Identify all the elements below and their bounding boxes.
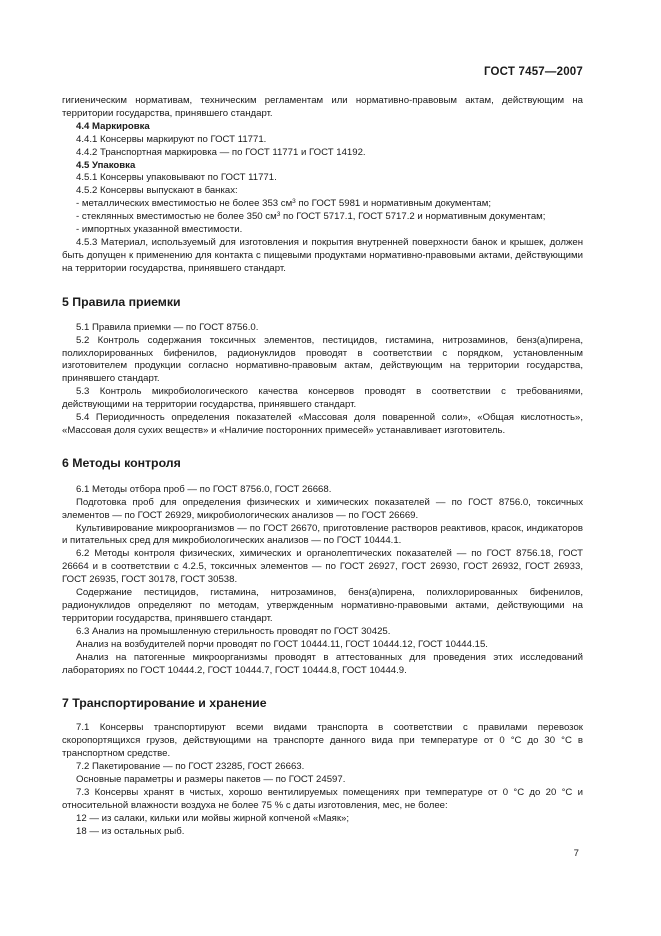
paragraph-4-5-1: 4.5.1 Консервы упаковывают по ГОСТ 11771. — [76, 172, 277, 184]
document-code: ГОСТ 7457—2007 — [483, 66, 583, 78]
paragraph-6-1-cultivation: Культивирование микроорганизмов — по ГОСТ 26670, приготовление растворов реактивов, красок, индикаторов и питательных сред для микробиологических анализов — по ГОСТ 10444.1. — [62, 522, 583, 547]
paragraph-6-1-sample-prep: Подготовка проб для определения физических и химических показателей — по ГОСТ 8756.0, токсичных элементов — по ГОСТ 26929, микробиологических анализов — по ГОСТ 26669. — [62, 496, 583, 521]
paragraph-continuation: гигиеническим нормативам, техническим регламентам или нормативно-правовым актам, действующим на территории государства, принявшего стандарт. — [62, 95, 583, 119]
paragraph-6-3-pathogens: Анализ на патогенные микроорганизмы проводят в аттестованных для проведения этих исследований лабораториях по ГОСТ 10444.2, ГОСТ 10444.7, ГОСТ 10444.8, ГОСТ 10444.9. — [62, 651, 583, 676]
list-item-storage-18: 18 — из остальных рыб. — [76, 825, 185, 837]
paragraph-4-5-2: 4.5.2 Консервы выпускают в банках: — [76, 185, 238, 197]
paragraph-5-2: 5.2 Контроль содержания токсичных элементов, пестицидов, гистамина, нитрозаминов, бенз(а)пирена, полихлорированных бифенилов, радионуклидов проводят в соответствии с порядком, установленным изготовителем продукции согласно нормативно-правовым актам, действующим на территории государства, принявшего стандарт. — [62, 334, 583, 385]
section-heading-6: 6 Методы контроля — [62, 455, 181, 470]
paragraph-5-1: 5.1 Правила приемки — по ГОСТ 8756.0. — [76, 321, 259, 333]
paragraph-5-4: 5.4 Периодичность определения показателей «Массовая доля поваренной соли», «Общая кислотность», «Массовая доля сухих веществ» и «Наличие посторонних примесей» устанавливает изготовитель. — [62, 412, 583, 436]
paragraph-7-2: 7.2 Пакетирование — по ГОСТ 23285, ГОСТ 26663. — [76, 761, 305, 773]
paragraph-6-3: 6.3 Анализ на промышленную стерильность проводят по ГОСТ 30425. — [76, 625, 391, 637]
section-heading-7: 7 Транспортирование и хранение — [62, 696, 267, 711]
document-body — [62, 95, 583, 839]
list-item-storage-12: 12 — из салаки, кильки или мойвы жирной копченой «Маяк»; — [76, 812, 350, 824]
paragraph-6-1: 6.1 Методы отбора проб — по ГОСТ 8756.0, ГОСТ 26668. — [76, 483, 332, 495]
subsection-heading-4-5: 4.5 Упаковка — [76, 159, 136, 171]
paragraph-7-3: 7.3 Консервы хранят в чистых, хорошо вентилируемых помещениях при температуре от 0 °С до 20 °С и относительной влажности воздуха не более 75 % с даты изготовления, мес, не более: — [62, 786, 583, 811]
paragraph-4-4-2: 4.4.2 Транспортная маркировка — по ГОСТ 11771 и ГОСТ 14192. — [76, 146, 366, 158]
paragraph-6-2: 6.2 Методы контроля физических, химических и органолептических показателей — по ГОСТ 8756.18, ГОСТ 26664 и в соответствии с 4.2.5, токсичных элементов — по ГОСТ 26927, ГОСТ 26930, ГОСТ 26932, ГОСТ 26933, ГОСТ 26935, ГОСТ 30178, ГОСТ 30538. — [62, 548, 583, 586]
section-heading-5: 5 Правила приемки — [62, 294, 181, 309]
paragraph-7-2-params: Основные параметры и размеры пакетов — по ГОСТ 24597. — [76, 774, 346, 786]
paragraph-6-3-spoilage: Анализ на возбудителей порчи проводят по ГОСТ 10444.11, ГОСТ 10444.12, ГОСТ 10444.15. — [76, 638, 488, 650]
list-item-metal-cans: - металлических вместимостью не более 353 $см^3$ по ГОСТ 5981 и нормативным документам; — [76, 198, 491, 210]
paragraph-4-4-1: 4.4.1 Консервы маркируют по ГОСТ 11771. — [76, 133, 267, 145]
subsection-heading-4-4: 4.4 Маркировка — [76, 120, 150, 132]
paragraph-7-1: 7.1 Консервы транспортируют всеми видами транспорта в соответствии с правилами перевозок скоропортящихся грузов, действующими на транспорте данного вида при температуре от 0 °С до 30 °С в транспортном средстве. — [62, 722, 583, 760]
paragraph-5-3: 5.3 Контроль микробиологического качества консервов проводят в соответствии с требованиями, действующими на территории государства, принявшего стандарт. — [62, 386, 583, 411]
page-number: 7 — [573, 848, 579, 859]
list-item-glass-cans: - стеклянных вместимостью не более 350 $см^3$ по ГОСТ 5717.1, ГОСТ 5717.2 и нормативным документам; — [76, 211, 546, 223]
list-item-imported-cans: - импортных указанной вместимости. — [76, 224, 243, 236]
paragraph-6-2-contents: Содержание пестицидов, гистамина, нитрозаминов, бенз(а)пирена, полихлорированных бифенилов, радионуклидов определяют по методам, утвержденным нормативно-правовыми актами, действующими на территории государства, принявшего стандарт. — [62, 587, 583, 624]
paragraph-4-5-3: 4.5.3 Материал, используемый для изготовления и покрытия внутренней поверхности банок и крышек, должен быть допущен к применению для контакта с пищевыми продуктами нормативно-правовыми актами, действующими на территории государства, принявшего стандарт. — [62, 236, 583, 274]
